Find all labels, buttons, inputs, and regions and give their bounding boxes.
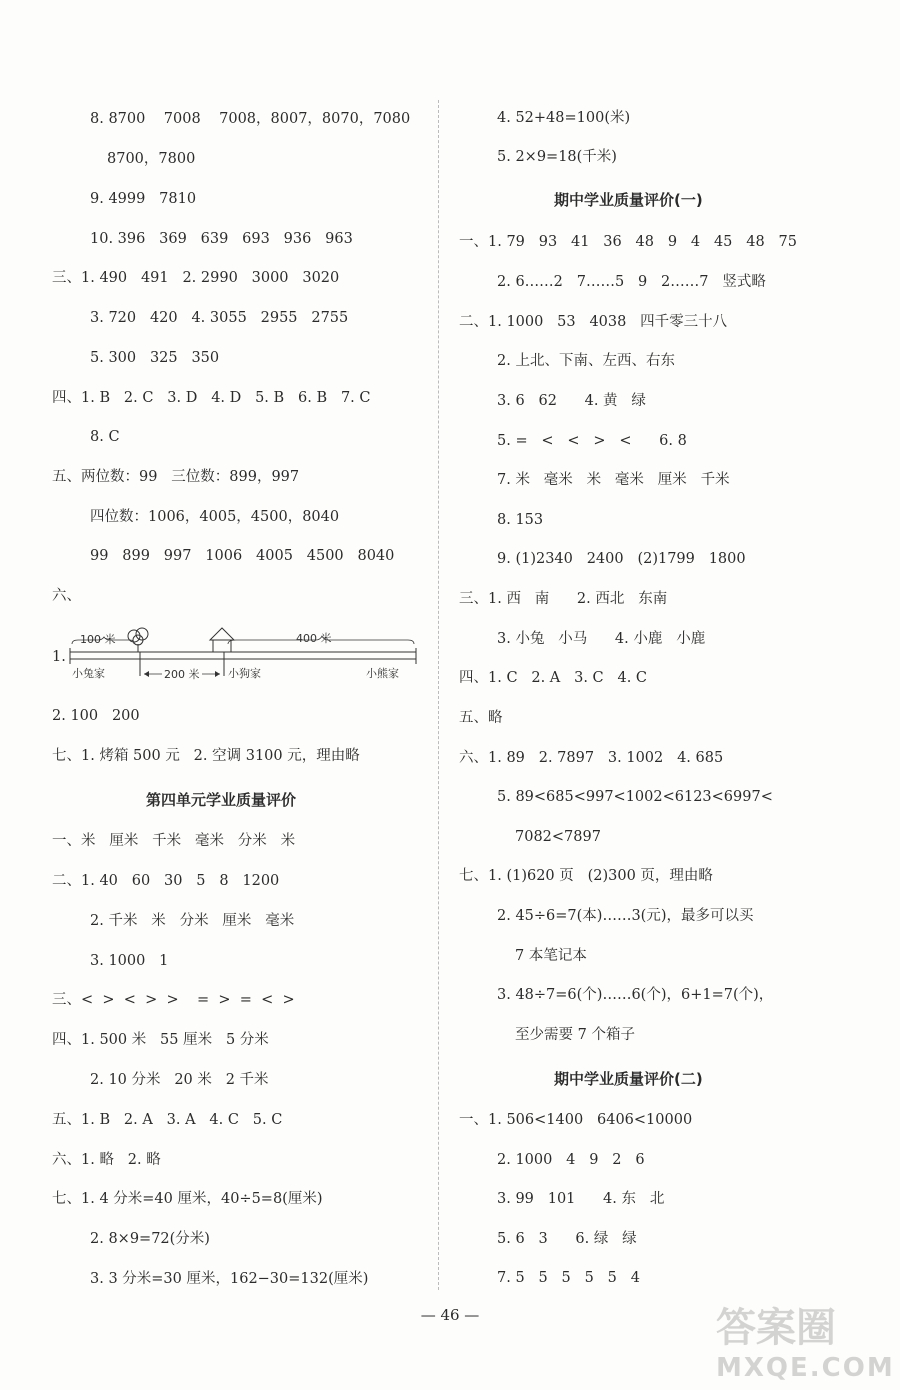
answer-line: 10. 396 369 639 693 936 963 <box>90 231 353 247</box>
watermark-bottom: MXQE.COM <box>716 1353 895 1383</box>
answer-line: 2. 上北、下南、左西、右东 <box>497 353 675 369</box>
answer-line: 三、< > < > > = > = < > <box>52 992 295 1008</box>
answer-line: 2. 10 分米 20 米 2 千米 <box>90 1072 269 1088</box>
label-200m: 200 米 <box>164 668 200 681</box>
label-400m: 400 米 <box>296 632 332 645</box>
answer-line: 3. 48÷7=6(个)……6(个)，6+1=7(个)， <box>497 987 774 1003</box>
answer-line: 三、1. 490 491 2. 2990 3000 3020 <box>52 270 340 286</box>
answer-line: 六、 <box>52 588 81 604</box>
answer-line: 8. 153 <box>497 512 544 528</box>
answer-line: 3. 3 分米=30 厘米，162−30=132(厘米) <box>90 1271 369 1287</box>
answer-line: 七、1. (1)620 页 (2)300 页，理由略 <box>459 868 713 884</box>
answer-line: 一、米 厘米 千米 毫米 分米 米 <box>52 833 296 849</box>
answer-line: 二、1. 1000 53 4038 四千零三十八 <box>459 314 728 330</box>
answer-line: 3. 1000 1 <box>90 953 169 969</box>
answer-line: 2. 8×9=72(分米) <box>90 1231 210 1247</box>
answer-line: 四、1. 500 米 55 厘米 5 分米 <box>52 1032 269 1048</box>
answer-line: 七、1. 烤箱 500 元 2. 空调 3100 元，理由略 <box>52 748 360 764</box>
answer-line: 四、1. B 2. C 3. D 4. D 5. B 6. B 7. C <box>52 390 371 406</box>
answer-line: 5. 300 325 350 <box>90 350 220 366</box>
answer-line: 1. <box>52 649 66 665</box>
answer-line: 五、1. B 2. A 3. A 4. C 5. C <box>52 1112 283 1128</box>
section-title-midterm-1: 期中学业质量评价(一) <box>554 191 703 209</box>
answer-line: 3. 6 62 4. 黄 绿 <box>497 393 646 409</box>
page-number: — 46 — <box>420 1306 480 1324</box>
answer-line: 4. 52+48=100(米) <box>497 110 631 126</box>
answer-line: 2. 1000 4 9 2 6 <box>497 1152 645 1168</box>
answer-line: 三、1. 西 南 2. 西北 东南 <box>459 591 668 607</box>
answer-line: 六、1. 89 2. 7897 3. 1002 4. 685 <box>459 750 724 766</box>
answer-line: 2. 千米 米 分米 厘米 毫米 <box>90 913 295 929</box>
answer-line: 9. (1)2340 2400 (2)1799 1800 <box>497 551 746 567</box>
label-bear-home: 小熊家 <box>366 667 399 680</box>
answer-line: 3. 小兔 小马 4. 小鹿 小鹿 <box>497 631 706 647</box>
label-dog-home: 小狗家 <box>228 667 261 680</box>
answer-line: 四、1. C 2. A 3. C 4. C <box>459 670 648 686</box>
answer-line: 5. = < < > < 6. 8 <box>497 433 687 449</box>
label-100m: 100 米 <box>80 633 116 646</box>
answer-line: 3. 720 420 4. 3055 2955 2755 <box>90 310 349 326</box>
answer-line: 5. 6 3 6. 绿 绿 <box>497 1231 637 1247</box>
answer-line: 8. 8700 7008 7008，8007，8070，7080 <box>90 111 411 127</box>
answer-line: 二、1. 40 60 30 5 8 1200 <box>52 873 280 889</box>
house-icon <box>210 628 234 652</box>
answer-line: 99 899 997 1006 4005 4500 8040 <box>90 548 395 564</box>
watermark-logo <box>716 1296 895 1383</box>
label-rabbit-home: 小兔家 <box>72 667 105 680</box>
section-title-midterm-2: 期中学业质量评价(二) <box>554 1070 703 1088</box>
answer-line: 2. 45÷6=7(本)……3(元)，最多可以买 <box>497 908 754 924</box>
answer-line: 8. C <box>90 429 120 445</box>
answer-line: 5. 89<685<997<1002<6123<6997< <box>497 789 773 805</box>
answer-line: 7. 米 毫米 米 毫米 厘米 千米 <box>497 472 730 488</box>
answer-line: 2. 100 200 <box>52 708 140 724</box>
answer-line: 7 本笔记本 <box>515 948 587 964</box>
answer-line: 7082<7897 <box>515 829 601 845</box>
answer-line: 一、1. 506<1400 6406<10000 <box>459 1112 693 1128</box>
answer-line: 8700，7800 <box>107 151 196 167</box>
answer-line: 7. 5 5 5 5 5 4 <box>497 1270 640 1286</box>
answer-line: 五、略 <box>459 710 503 726</box>
section-title-unit4: 第四单元学业质量评价 <box>146 791 297 809</box>
column-divider <box>438 100 439 1290</box>
answer-line: 9. 4999 7810 <box>90 191 197 207</box>
watermark-top: 答案圈 <box>716 1305 836 1351</box>
answer-line: 至少需要 7 个箱子 <box>515 1027 635 1043</box>
answer-line: 五、两位数：99 三位数：899，997 <box>52 469 300 485</box>
answer-line: 5. 2×9=18(千米) <box>497 149 617 165</box>
answer-line: 四位数：1006，4005，4500，8040 <box>90 509 340 525</box>
answer-line: 七、1. 4 分米=40 厘米，40÷5=8(厘米) <box>52 1191 323 1207</box>
answer-line: 六、1. 略 2. 略 <box>52 1152 161 1168</box>
answer-line: 一、1. 79 93 41 36 48 9 4 45 48 75 <box>459 234 797 250</box>
distance-diagram <box>68 626 428 686</box>
answer-line: 3. 99 101 4. 东 北 <box>497 1191 665 1207</box>
answer-line: 2. 6……2 7……5 9 2……7 竖式略 <box>497 274 766 290</box>
